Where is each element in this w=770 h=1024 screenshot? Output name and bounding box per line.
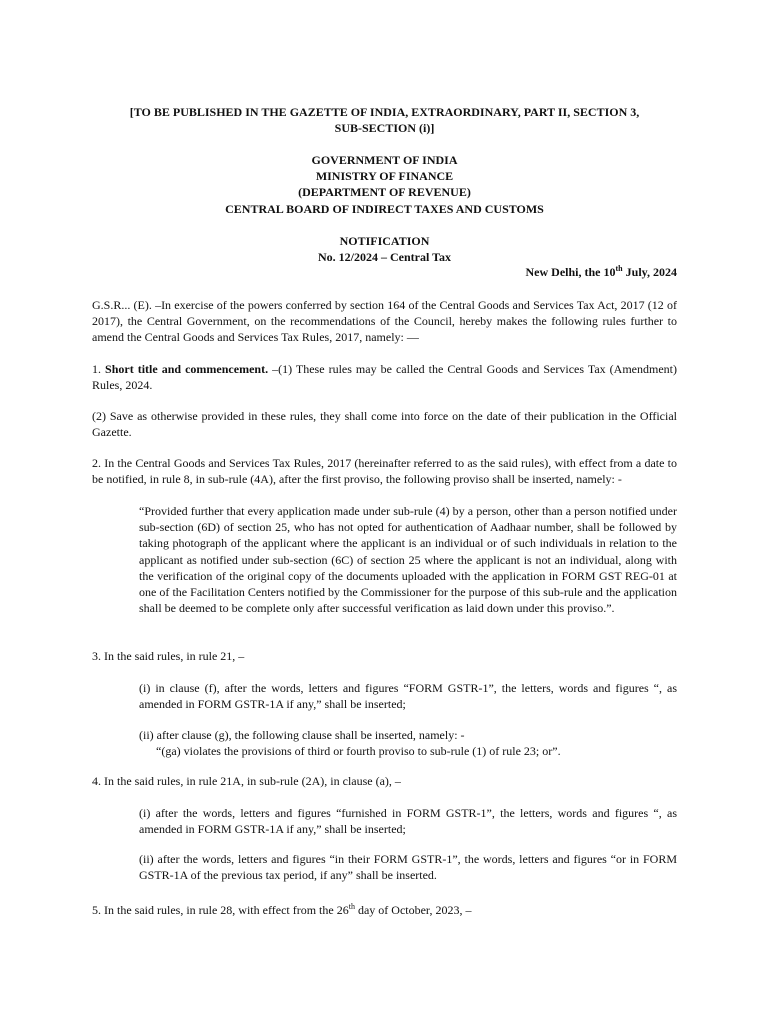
paragraph-1-2: (2) Save as otherwise provided in these rules, they shall come into force on the date of their publication in the Official Gazette. <box>92 409 677 440</box>
notification-title: NOTIFICATION <box>339 234 430 248</box>
paragraph-4-clause-i: (i) after the words, letters and figures “furnished in FORM GSTR-1”, the letters, words and figures “, as amended in FORM GSTR-1A if any,” shall be inserted; <box>139 806 677 837</box>
notification-number: No. 12/2024 – Central Tax <box>317 250 451 265</box>
paragraph-4-clause-ii: (ii) after the words, letters and figures “in their FORM GSTR-1”, the words, letters and figures “or in FORM GSTR-1A of the previous tax period, if any” shall be inserted. <box>139 852 677 883</box>
paragraph-3-clause-ii-quote: “(ga) violates the provisions of third or fourth proviso to sub-rule (1) of rule 23; or”. <box>156 744 561 759</box>
paragraph-4: 4. In the said rules, in rule 21A, in sub-rule (2A), in clause (a), – <box>92 774 401 788</box>
paragraph-2-quote: “Provided further that every application made under sub-rule (4) by a person, other than a person notified under sub-section (6D) of section 25, who has not opted for authentication of Aadhaar number, shall be followed by taking photograph of the applicant where the applicant is an individual or of such individuals in relation to the applicant as notified under sub-section (6C) of section 25 where the applicant is not an individual, along with the verification of the original copy of the documents uploaded with the application in FORM GST REG-01 at one of the Facilitation Centers notified by the Commissioner for the purpose of this sub-rule and the application shall be deemed to be complete only after successful verification as laid down under this proviso.”. <box>139 504 677 616</box>
paragraph-3: 3. In the said rules, in rule 21, – <box>92 649 245 663</box>
preamble-paragraph: G.S.R... (E). –In exercise of the powers conferred by section 164 of the Central Goods and Services Tax Act, 2017 (12 of 2017), the Central Government, on the recommendations of the Council, hereby makes the following rules further to amend the Central Goods and Services Tax Rules, 2017, namely: — <box>92 298 677 345</box>
authority-block <box>92 152 677 217</box>
paragraph-3-clause-i: (i) in clause (f), after the words, letters and figures “FORM GSTR-1”, the letters, words and figures “, as amended in FORM GSTR-1A if any,” shall be inserted; <box>139 681 677 712</box>
notification-date: New Delhi, the 10th July, 2024 <box>525 264 677 279</box>
paragraph-5: 5. In the said rules, in rule 28, with effect from the 26th day of October, 2023, – <box>92 902 472 917</box>
gazette-heading <box>92 104 677 136</box>
paragraph-3-clause-ii: (ii) after clause (g), the following clause shall be inserted, namely: - “(ga) violates the provisions of third or fourth proviso to sub-rule (1) of rule 23; or”. <box>139 727 677 759</box>
gazette-line-2: SUB-SECTION (i)] <box>334 121 435 136</box>
department-name: (DEPARTMENT OF REVENUE) <box>298 185 471 200</box>
government-name: GOVERNMENT OF INDIA <box>311 153 458 167</box>
paragraph-2: 2. In the Central Goods and Services Tax Rules, 2017 (hereinafter referred to as the said rules), with effect from a date to be notified, in rule 8, in sub-rule (4A), after the first proviso, the following proviso shall be inserted, namely: - <box>92 456 677 487</box>
paragraph-1: 1. Short title and commencement. –(1) These rules may be called the Central Goods and Services Tax (Amendment) Rules, 2024. <box>92 362 677 393</box>
notification-title-block <box>92 233 677 265</box>
short-title-heading: Short title and commencement. <box>105 362 269 376</box>
board-name: CENTRAL BOARD OF INDIRECT TAXES AND CUSTOMS <box>225 201 544 216</box>
gazette-line-1: [TO BE PUBLISHED IN THE GAZETTE OF INDIA, EXTRAORDINARY, PART II, SECTION 3, <box>129 105 640 119</box>
ministry-name: MINISTRY OF FINANCE <box>315 169 454 184</box>
